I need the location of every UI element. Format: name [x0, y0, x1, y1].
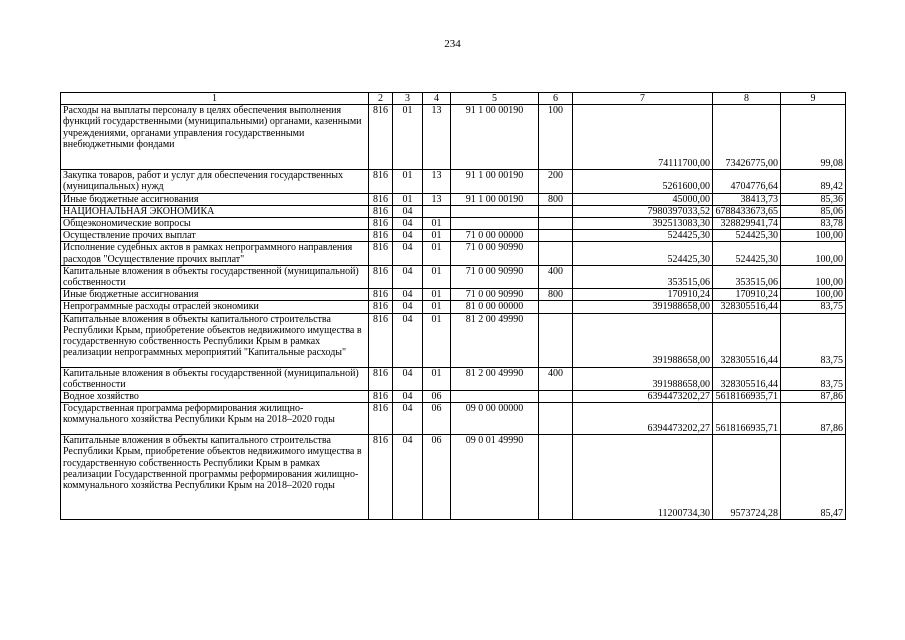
row-name: Капитальные вложения в объекты государственной (муниципальной) собственности [61, 367, 369, 390]
table-row [61, 205, 846, 217]
code-type: 400 [539, 367, 573, 390]
code-ministry: 816 [369, 170, 393, 193]
code-target: 71 0 00 90990 [451, 289, 539, 301]
code-ministry: 816 [369, 391, 393, 403]
code-section: 01 [393, 170, 423, 193]
code-target: 71 0 00 90990 [451, 265, 539, 288]
code-section: 01 [393, 193, 423, 205]
code-type [539, 218, 573, 230]
row-name: Иные бюджетные ассигнования [61, 193, 369, 205]
code-section: 04 [393, 218, 423, 230]
code-ministry: 816 [369, 435, 393, 520]
actual-amount: 328305516,44 [713, 301, 781, 313]
table-row [61, 313, 846, 367]
code-target: 81 2 00 49990 [451, 313, 539, 367]
actual-amount: 524425,30 [713, 230, 781, 242]
planned-amount: 391988658,00 [573, 367, 713, 390]
code-subsection: 01 [423, 313, 451, 367]
code-type [539, 205, 573, 217]
column-header: 7 [573, 93, 713, 105]
code-subsection: 01 [423, 242, 451, 265]
column-header: 1 [61, 93, 369, 105]
planned-amount: 6394473202,27 [573, 391, 713, 403]
page-number: 234 [444, 38, 461, 50]
code-subsection: 01 [423, 218, 451, 230]
table-row [61, 289, 846, 301]
column-header: 2 [369, 93, 393, 105]
code-ministry: 816 [369, 301, 393, 313]
table-body [61, 105, 846, 520]
table-row [61, 105, 846, 170]
row-name: НАЦИОНАЛЬНАЯ ЭКОНОМИКА [61, 205, 369, 217]
percent: 85,36 [781, 193, 846, 205]
row-name: Капитальные вложения в объекты государственной (муниципальной) собственности [61, 265, 369, 288]
percent: 87,86 [781, 391, 846, 403]
code-ministry: 816 [369, 230, 393, 242]
code-section: 04 [393, 435, 423, 520]
code-target: 71 0 00 90990 [451, 242, 539, 265]
code-target: 81 0 00 00000 [451, 301, 539, 313]
code-section: 04 [393, 313, 423, 367]
row-name: Иные бюджетные ассигнования [61, 289, 369, 301]
code-subsection: 01 [423, 230, 451, 242]
row-name: Общеэкономические вопросы [61, 218, 369, 230]
planned-amount: 391988658,00 [573, 301, 713, 313]
code-section: 04 [393, 230, 423, 242]
code-type [539, 403, 573, 435]
percent: 100,00 [781, 289, 846, 301]
actual-amount: 353515,06 [713, 265, 781, 288]
row-name: Расходы на выплаты персоналу в целях обеспечения выполнения функций государственными (муниципальными) органами, казенными учреждениями, органами управления государственными внебюджетными фондами [61, 105, 369, 170]
percent: 87,86 [781, 403, 846, 435]
planned-amount: 170910,24 [573, 289, 713, 301]
actual-amount: 4704776,64 [713, 170, 781, 193]
percent: 89,42 [781, 170, 846, 193]
code-target: 09 0 01 49990 [451, 435, 539, 520]
code-ministry: 816 [369, 205, 393, 217]
planned-amount: 7980397033,52 [573, 205, 713, 217]
code-subsection: 13 [423, 170, 451, 193]
code-target: 91 1 00 00190 [451, 170, 539, 193]
row-name: Закупка товаров, работ и услуг для обеспечения государственных (муниципальных) нужд [61, 170, 369, 193]
table-row [61, 170, 846, 193]
code-subsection: 01 [423, 289, 451, 301]
column-header: 6 [539, 93, 573, 105]
percent: 83,75 [781, 313, 846, 367]
code-ministry: 816 [369, 242, 393, 265]
actual-amount: 5618166935,71 [713, 403, 781, 435]
code-ministry: 816 [369, 289, 393, 301]
actual-amount: 6788433673,65 [713, 205, 781, 217]
code-section: 04 [393, 205, 423, 217]
table-row [61, 435, 846, 520]
column-header: 5 [451, 93, 539, 105]
actual-amount: 38413,73 [713, 193, 781, 205]
code-subsection: 06 [423, 435, 451, 520]
actual-amount: 73426775,00 [713, 105, 781, 170]
actual-amount: 328305516,44 [713, 313, 781, 367]
table-row [61, 367, 846, 390]
code-target [451, 391, 539, 403]
row-name: Государственная программа реформирования жилищно-коммунального хозяйства Республики Крым на 2018–2020 годы [61, 403, 369, 435]
code-type: 200 [539, 170, 573, 193]
code-target: 81 2 00 49990 [451, 367, 539, 390]
header-row [61, 93, 846, 105]
percent: 100,00 [781, 265, 846, 288]
code-target: 91 1 00 00190 [451, 193, 539, 205]
row-name: Капитальные вложения в объекты капитального строительства Республики Крым, приобретение объектов недвижимого имущества в государственную собственность Республики Крым в рамках реализации непрограммных мероприятий "Капитальные расходы" [61, 313, 369, 367]
code-ministry: 816 [369, 265, 393, 288]
code-target: 71 0 00 00000 [451, 230, 539, 242]
code-section: 04 [393, 403, 423, 435]
planned-amount: 353515,06 [573, 265, 713, 288]
table-row [61, 230, 846, 242]
percent: 100,00 [781, 242, 846, 265]
planned-amount: 392513083,30 [573, 218, 713, 230]
planned-amount: 5261600,00 [573, 170, 713, 193]
code-section: 04 [393, 242, 423, 265]
table-row [61, 242, 846, 265]
code-subsection: 13 [423, 105, 451, 170]
row-name: Капитальные вложения в объекты капитального строительства Республики Крым, приобретение объектов недвижимого имущества в государственную собственность Республики Крым в рамках реализации Государственной программы реформирования жилищно-коммунального хозяйства Республики Крым на 2018–2020 годы [61, 435, 369, 520]
actual-amount: 5618166935,71 [713, 391, 781, 403]
column-header: 4 [423, 93, 451, 105]
code-target: 91 1 00 00190 [451, 105, 539, 170]
actual-amount: 524425,30 [713, 242, 781, 265]
code-type [539, 242, 573, 265]
row-name: Осуществление прочих выплат [61, 230, 369, 242]
row-name: Водное хозяйство [61, 391, 369, 403]
row-name: Непрограммные расходы отраслей экономики [61, 301, 369, 313]
percent: 85,06 [781, 205, 846, 217]
code-type [539, 301, 573, 313]
table-row [61, 193, 846, 205]
code-subsection: 01 [423, 265, 451, 288]
actual-amount: 328829941,74 [713, 218, 781, 230]
table-row [61, 218, 846, 230]
code-type: 100 [539, 105, 573, 170]
code-type: 400 [539, 265, 573, 288]
code-type: 800 [539, 289, 573, 301]
planned-amount: 524425,30 [573, 230, 713, 242]
percent: 99,08 [781, 105, 846, 170]
column-header: 8 [713, 93, 781, 105]
actual-amount: 170910,24 [713, 289, 781, 301]
budget-table [60, 92, 846, 520]
code-subsection: 01 [423, 367, 451, 390]
percent: 85,47 [781, 435, 846, 520]
code-section: 04 [393, 367, 423, 390]
code-subsection: 13 [423, 193, 451, 205]
code-subsection [423, 205, 451, 217]
code-ministry: 816 [369, 403, 393, 435]
code-type [539, 230, 573, 242]
table-row [61, 301, 846, 313]
planned-amount: 391988658,00 [573, 313, 713, 367]
code-ministry: 816 [369, 193, 393, 205]
percent: 83,75 [781, 367, 846, 390]
code-subsection: 06 [423, 391, 451, 403]
code-section: 04 [393, 301, 423, 313]
code-type [539, 313, 573, 367]
percent: 83,78 [781, 218, 846, 230]
percent: 83,75 [781, 301, 846, 313]
code-target: 09 0 00 00000 [451, 403, 539, 435]
code-type [539, 435, 573, 520]
code-ministry: 816 [369, 105, 393, 170]
planned-amount: 74111700,00 [573, 105, 713, 170]
actual-amount: 328305516,44 [713, 367, 781, 390]
code-section: 04 [393, 265, 423, 288]
column-header: 3 [393, 93, 423, 105]
code-subsection: 01 [423, 301, 451, 313]
code-target [451, 205, 539, 217]
planned-amount: 6394473202,27 [573, 403, 713, 435]
code-target [451, 218, 539, 230]
code-ministry: 816 [369, 218, 393, 230]
percent: 100,00 [781, 230, 846, 242]
code-type: 800 [539, 193, 573, 205]
table-row [61, 403, 846, 435]
planned-amount: 524425,30 [573, 242, 713, 265]
code-ministry: 816 [369, 313, 393, 367]
table-row [61, 265, 846, 288]
planned-amount: 45000,00 [573, 193, 713, 205]
column-header: 9 [781, 93, 846, 105]
code-subsection: 06 [423, 403, 451, 435]
code-section: 04 [393, 391, 423, 403]
code-section: 01 [393, 105, 423, 170]
actual-amount: 9573724,28 [713, 435, 781, 520]
table-row [61, 391, 846, 403]
code-ministry: 816 [369, 367, 393, 390]
planned-amount: 11200734,30 [573, 435, 713, 520]
code-section: 04 [393, 289, 423, 301]
row-name: Исполнение судебных актов в рамках непрограммного направления расходов "Осуществление прочих выплат" [61, 242, 369, 265]
code-type [539, 391, 573, 403]
